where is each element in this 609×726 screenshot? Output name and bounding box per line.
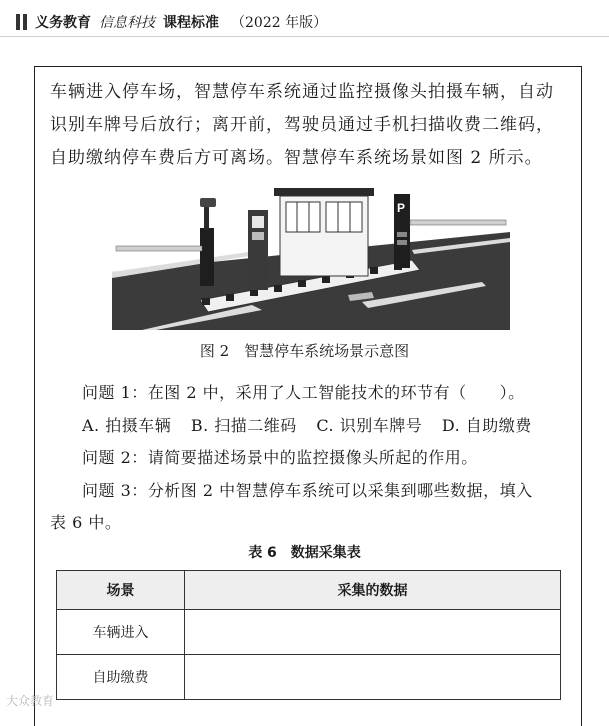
- question-2: 问题 2：请简要描述场景中的监控摄像头所起的作用。: [82, 448, 478, 467]
- camera-pole: [204, 204, 209, 230]
- table-row: [57, 655, 561, 700]
- header-subject: 信息科技: [99, 15, 155, 31]
- watermark: 大众教育: [6, 694, 55, 708]
- table-cell-scene: 车辆进入: [57, 610, 185, 655]
- question-3-line1: 问题 3：分析图 2 中智慧停车系统可以采集到哪些数据，填入: [82, 481, 533, 500]
- booth-roof: [274, 188, 374, 196]
- barrier-gate-left: [200, 228, 214, 286]
- option-a: A. 拍摄车辆: [82, 416, 172, 435]
- parking-p-sign: P: [397, 201, 406, 215]
- booth-window: [286, 202, 320, 232]
- table-title: 表 6 数据采集表: [248, 545, 361, 561]
- booth-window: [326, 202, 362, 232]
- table-header-row: [57, 571, 561, 610]
- data-collection-table: [56, 570, 561, 700]
- header-standard: 课程标准: [163, 15, 219, 31]
- table-cell-data: [185, 655, 561, 700]
- header-edition: （2022 年版）: [231, 15, 328, 31]
- camera-icon: [200, 198, 216, 207]
- option-d: D. 自助缴费: [441, 416, 532, 435]
- page-header: [16, 10, 327, 34]
- table-header-data: 采集的数据: [185, 571, 561, 610]
- header-divider: [0, 36, 609, 37]
- figure-caption: 图 2 智慧停车系统场景示意图: [199, 342, 410, 360]
- barrier-arm-right: [410, 220, 506, 225]
- option-c: C. 识别车牌号: [316, 416, 423, 435]
- table-cell-data: [185, 610, 561, 655]
- kiosk-screen: [252, 216, 264, 228]
- table-cell-scene: 自助缴费: [57, 655, 185, 700]
- question-1-options: [82, 413, 546, 436]
- table-row: [57, 610, 561, 655]
- question-3-line2: 表 6 中。: [50, 513, 122, 532]
- barrier-arm-left: [116, 246, 202, 251]
- option-b: B. 扫描二维码: [190, 416, 297, 435]
- header-series: 义务教育: [35, 15, 91, 31]
- parking-scene-illustration: [112, 180, 510, 330]
- question-1: 问题 1：在图 2 中，采用了人工智能技术的环节有（ ）。: [82, 383, 525, 402]
- header-bars-icon: [16, 14, 27, 30]
- table-header-scene: 场景: [57, 571, 185, 610]
- intro-paragraph: 车辆进入停车场，智慧停车系统通过监控摄像头拍摄车辆，自动识别车牌号后放行；离开前，驾驶员通过手机扫描收费二维码，自助缴纳停车费后方可离场。智慧停车系统场景如图 2 所示。: [50, 82, 554, 168]
